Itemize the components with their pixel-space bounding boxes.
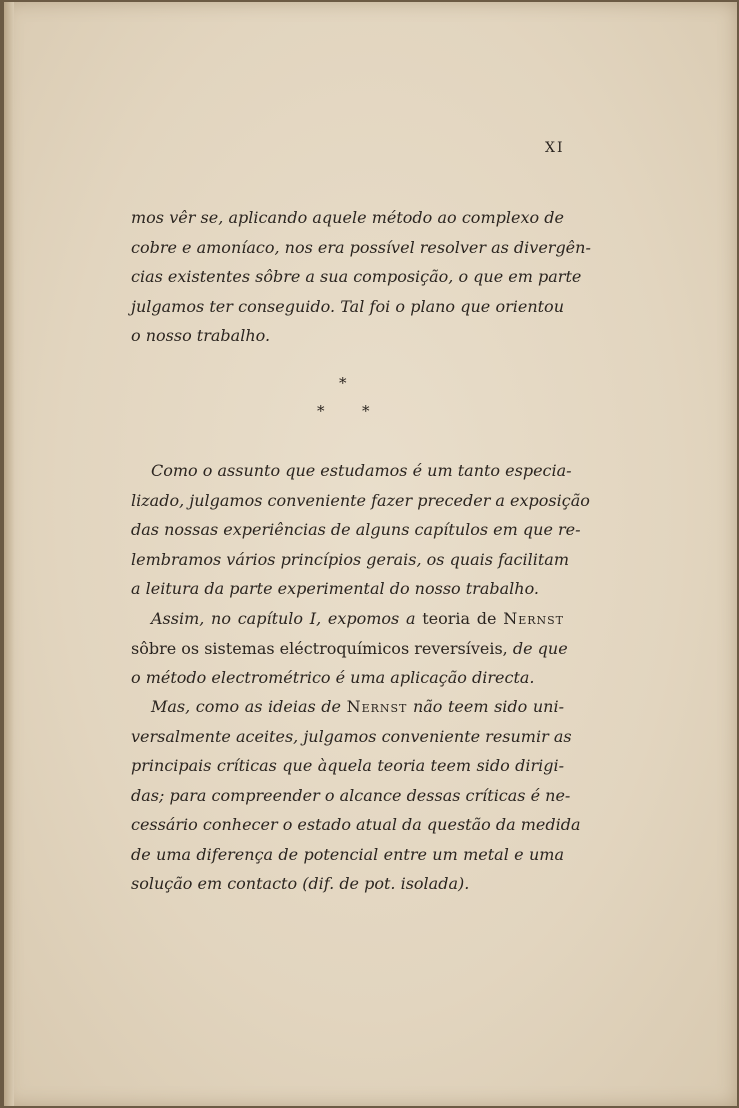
text-fragment: Mas, como as ideias de	[151, 697, 342, 716]
text-line	[131, 604, 564, 634]
separator-asterisk: *	[339, 374, 347, 392]
text-fragment: de que	[512, 638, 568, 658]
text-fragment: não teem sido uni-	[412, 697, 564, 716]
text-line: de uma diferença de potencial entre um metal e uma	[131, 844, 564, 864]
paragraph-4	[131, 692, 581, 899]
text-line: Como o assunto que estudamos é um tanto especia-	[151, 461, 572, 480]
page-spine-edge	[4, 2, 14, 1106]
text-line	[131, 634, 568, 664]
text-line: o método electrométrico é uma aplicação directa.	[131, 668, 535, 687]
paragraph-2	[131, 456, 590, 604]
text-line	[131, 692, 564, 722]
author-name: Nernst	[346, 697, 408, 716]
text-line: solução em contacto (dif. de pot. isolada).	[131, 874, 470, 893]
text-line: julgamos ter conseguido. Tal foi o plano que orientou	[131, 296, 564, 316]
text-fragment: Assim, no capítulo I, expomos a	[151, 609, 416, 628]
text-line: cias existentes sôbre a sua composição, o que em parte	[131, 267, 582, 286]
text-line: lembramos vários princípios gerais, os quais facilitam	[131, 549, 569, 569]
text-line: lizado, julgamos conveniente fazer preceder a exposição	[131, 490, 590, 510]
paragraph-1	[131, 203, 591, 351]
author-name: Nernst	[503, 609, 565, 628]
text-line: versalmente aceites, julgamos conveniente resumir as	[131, 726, 572, 746]
text-line: cobre e amoníaco, nos era possível resolver as divergên-	[131, 237, 591, 257]
paragraph-3	[131, 604, 568, 693]
text-line: cessário conhecer o estado atual da questão da medida	[131, 815, 581, 834]
page-number: XI	[545, 140, 565, 156]
separator-asterisk: *	[317, 402, 325, 420]
text-line: principais críticas que àquela teoria teem sido dirigi-	[131, 756, 564, 775]
text-fragment: teoria de	[422, 609, 497, 628]
text-line: o nosso trabalho.	[131, 326, 271, 345]
text-line: mos vêr se, aplicando aquele método ao complexo de	[131, 208, 564, 227]
separator-asterisk: *	[362, 402, 370, 420]
text-line: das nossas experiências de alguns capítulos em que re-	[131, 520, 581, 539]
text-line: das; para compreender o alcance dessas críticas é ne-	[131, 785, 571, 805]
book-page	[4, 2, 737, 1106]
text-fragment: sôbre os sistemas eléctroquímicos reversíveis,	[131, 638, 508, 658]
text-line: a leitura da parte experimental do nosso trabalho.	[131, 579, 539, 598]
